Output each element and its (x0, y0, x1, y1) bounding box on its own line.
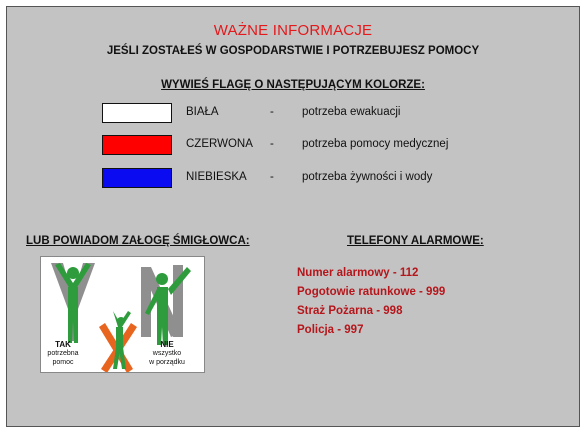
flags-heading: WYWIEŚ FLAGĘ O NASTĘPUJĄCYM KOLORZE: (161, 79, 425, 91)
flag-name: BIAŁA (186, 106, 219, 118)
phone-item: Pogotowie ratunkowe - 999 (297, 286, 446, 298)
phone-list (297, 264, 445, 340)
page-subtitle: JEŚLI ZOSTAŁEŚ W GOSPODARSTWIE I POTRZEBUJESZ POMOCY (106, 45, 480, 57)
flag-dash: - (270, 138, 274, 150)
phone-item: Policja - 997 (297, 324, 364, 336)
flag-row-red (102, 135, 522, 157)
flag-meaning: potrzeba ewakuacji (302, 106, 401, 118)
flag-name: CZERWONA (186, 138, 253, 150)
flag-meaning: potrzeba pomocy medycznej (302, 138, 449, 150)
info-panel (6, 6, 580, 427)
cross-icon (99, 311, 137, 373)
flag-swatch-blue (102, 168, 172, 188)
flag-meaning: potrzeba żywności i wody (302, 171, 433, 183)
flag-row-white (102, 103, 522, 125)
phone-item: Numer alarmowy - 112 (297, 267, 419, 279)
page-title: WAŻNE INFORMACJE (213, 22, 373, 39)
yes-caption (43, 340, 83, 367)
helicopter-heading: LUB POWIADOM ZAŁOGĘ ŚMIGŁOWCA: (26, 235, 250, 247)
no-desc-line2: w porządku (149, 359, 185, 366)
flag-dash: - (270, 171, 274, 183)
no-label: NIE (160, 340, 174, 349)
flag-row-blue (102, 168, 522, 190)
yes-desc-line1: potrzebna (47, 350, 79, 357)
flag-dash: - (270, 106, 274, 118)
yes-desc-line2: pomoc (52, 359, 74, 366)
phone-item: Straż Pożarna - 998 (297, 305, 403, 317)
yes-label: TAK (55, 340, 71, 349)
helicopter-signal-illustration (40, 256, 205, 373)
no-desc-line1: wszystko (152, 350, 182, 357)
flag-swatch-red (102, 135, 172, 155)
phones-heading: TELEFONY ALARMOWE: (347, 235, 484, 247)
no-caption (147, 340, 187, 367)
flag-swatch-white (102, 103, 172, 123)
flag-name: NIEBIESKA (186, 171, 247, 183)
